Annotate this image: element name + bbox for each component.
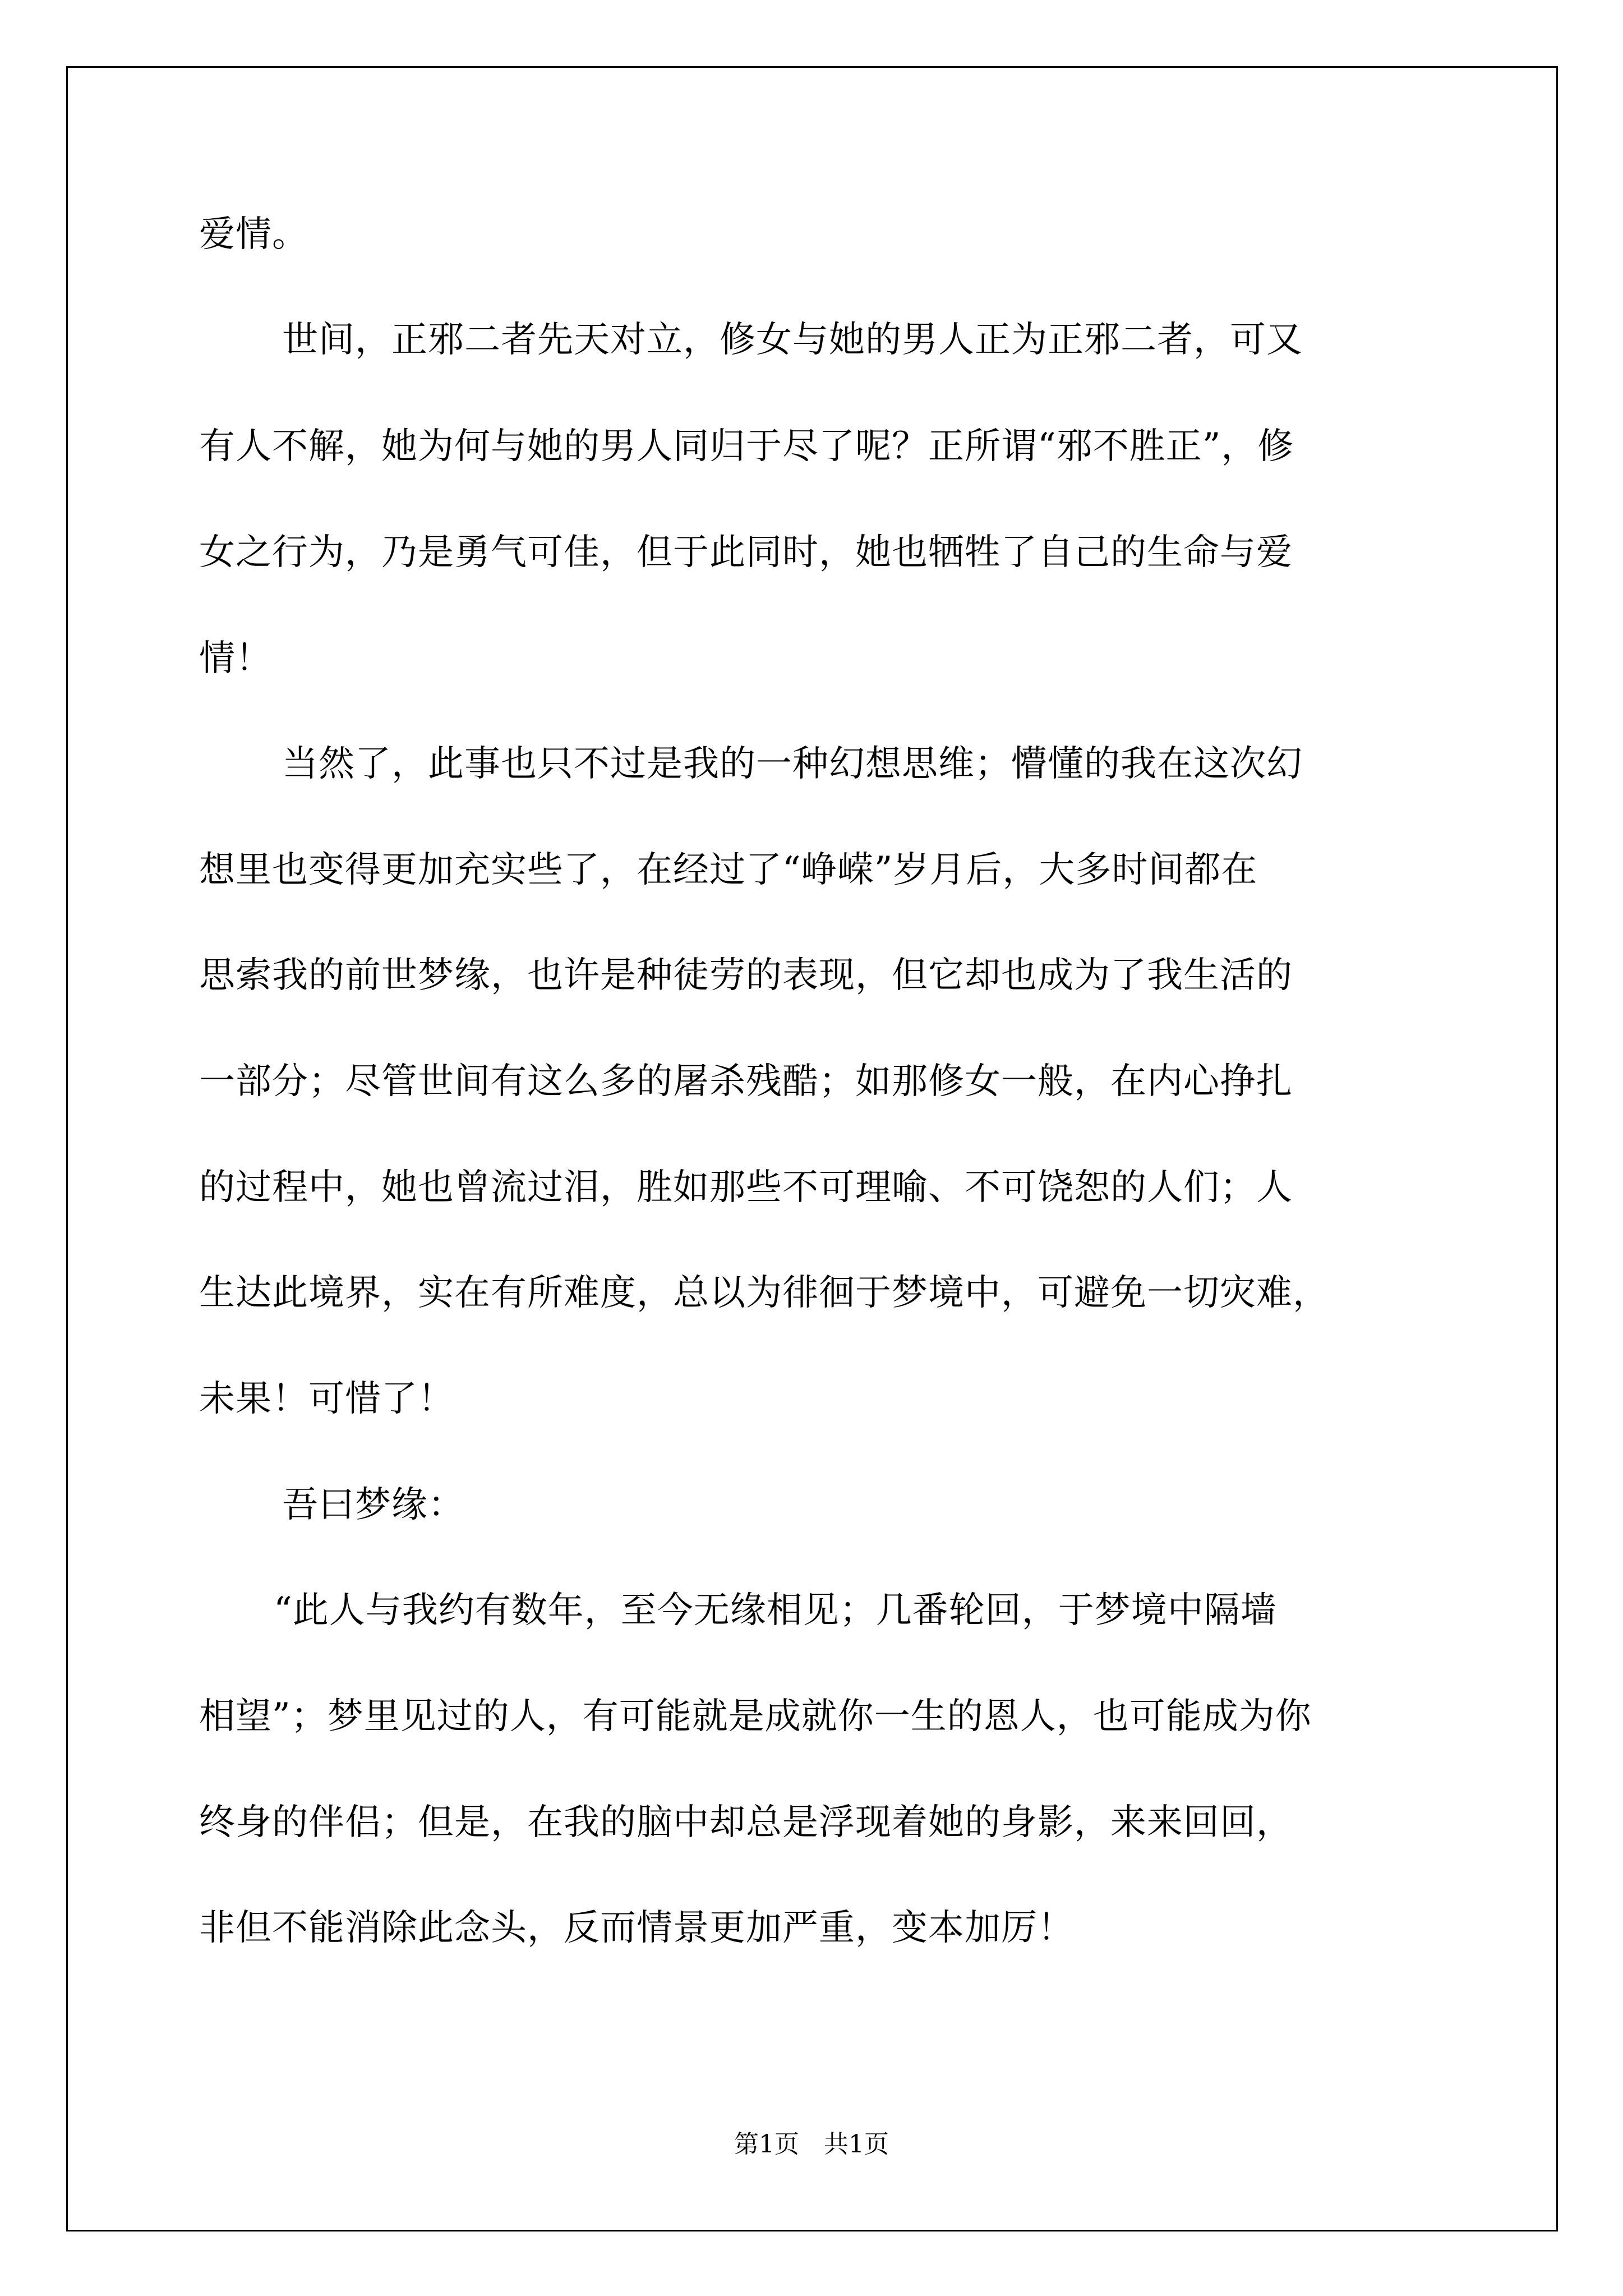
text-line-15: 相望”；梦里见过的人，有可能就是成就你一生的恩人，也可能成为你 <box>199 1696 1312 1737</box>
text-line-17: 非但不能消除此念头，反而情景更加严重，变本加厉！ <box>199 1907 1074 1949</box>
text-line-4: 女之行为，乃是勇气可佳，但于此同时，她也牺牲了自己的生命与爱 <box>199 532 1293 573</box>
text-line-7: 想里也变得更加充实些了，在经过了“峥嵘”岁月后，大多时间都在 <box>199 849 1258 891</box>
text-line-6: 当然了，此事也只不过是我的一种幻想思维；懵懂的我在这次幻 <box>282 743 1303 785</box>
text-line-10: 的过程中，她也曾流过泪，胜如那些不可理喻、不可饶恕的人们；人 <box>199 1167 1293 1208</box>
text-line-3: 有人不解，她为何与她的男人同归于尽了呢？正所谓“邪不胜正”，修 <box>199 426 1294 467</box>
text-line-2: 世间，正邪二者先天对立，修女与她的男人正为正邪二者，可又 <box>282 319 1303 361</box>
text-line-8: 思索我的前世梦缘，也许是种徒劳的表现，但它却也成为了我生活的 <box>199 955 1293 996</box>
text-line-12: 未果！可惜了！ <box>199 1378 454 1420</box>
page-number-footer: 第1页 共1页 <box>734 2130 889 2159</box>
text-line-11: 生达此境界，实在有所难度，总以为徘徊于梦境中，可避免一切灾难， <box>199 1272 1329 1314</box>
text-line-14: “此人与我约有数年，至今无缘相见；几番轮回，于梦境中隔墙 <box>274 1590 1277 1631</box>
text-line-9: 一部分；尽管世间有这么多的屠杀残酷；如那修女一般，在内心挣扎 <box>199 1061 1293 1102</box>
text-line-5: 情！ <box>199 638 272 679</box>
text-line-13: 吾曰梦缘： <box>282 1484 464 1526</box>
text-line-1: 爱情。 <box>199 214 308 255</box>
text-line-16: 终身的伴侣；但是，在我的脑中却总是浮现着她的身影，来来回回， <box>199 1802 1293 1843</box>
